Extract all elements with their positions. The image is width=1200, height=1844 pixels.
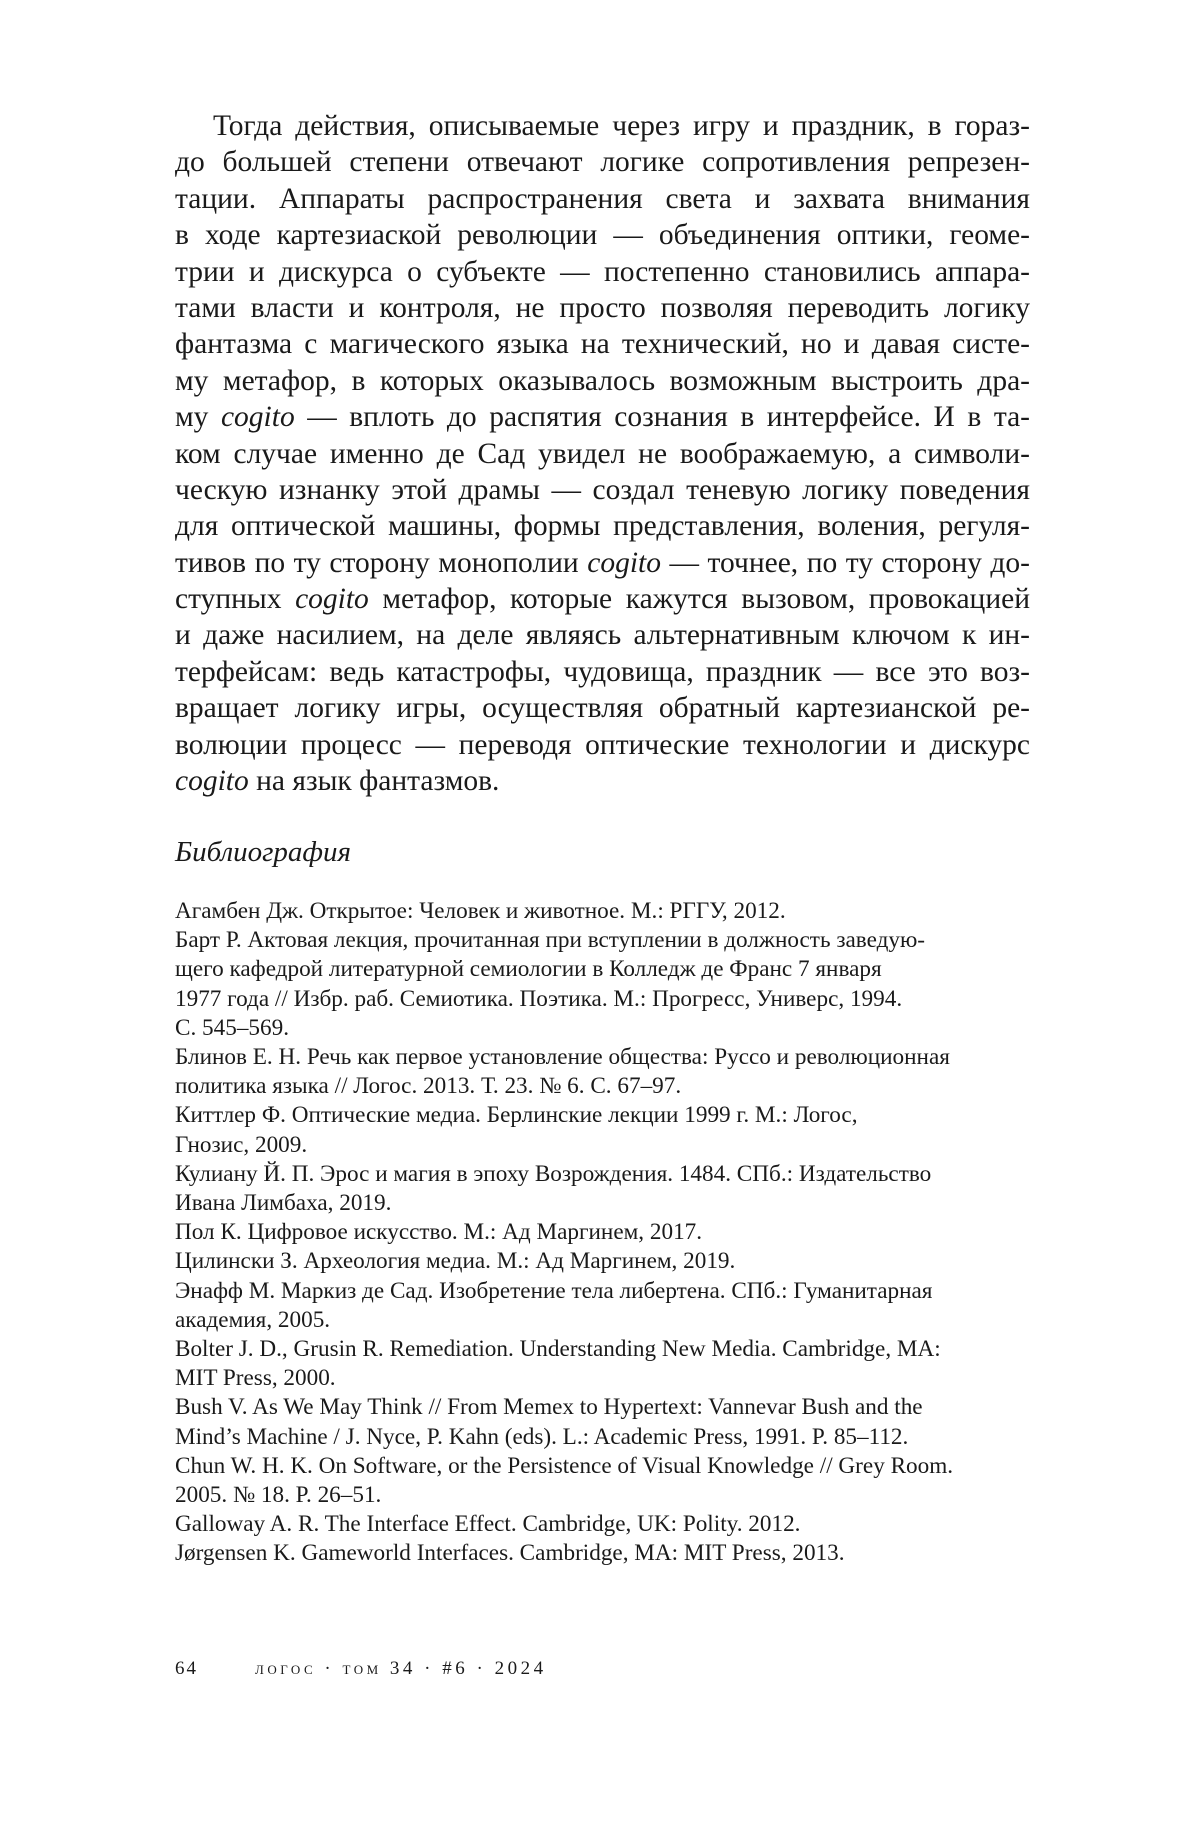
italic-term: cogito [295,583,369,616]
text-run: для оптической машины, формы представления, воления, регуля- [175,510,1030,543]
bibliography-entry-line: Пол К. Цифровое искусство. М.: Ад Маргинем, 2017. [175,1219,703,1246]
text-run: му [175,401,221,434]
paragraph-line [175,254,1030,290]
bibliography-entry-line: Агамбен Дж. Открытое: Человек и животное. М.: РГГУ, 2012. [175,898,786,924]
bibliography-entry-line: щего кафедрой литературной семиологии в Колледж де Франс 7 января [175,956,882,983]
bibliography-entry [175,1247,1005,1276]
paragraph-line [175,290,1030,326]
journal-running-title: логос · том 34 · #6 · 2024 [255,1658,547,1679]
bibliography-entry-line: Киттлер Ф. Оптические медиа. Берлинские лекции 1999 г. М.: Логос, [175,1102,858,1129]
bibliography-entry-line: Энафф М. Маркиз де Сад. Изобретение тела либертена. СПб.: Гуманитарная [175,1277,933,1304]
bibliography-entry [175,1218,1005,1247]
text-run: вращает логику игры, осуществляя обратный картезианской ре- [175,692,1030,725]
paragraph-line [175,727,1030,763]
paragraph-line [175,326,1030,362]
bibliography-entry-line: Цилински З. Археология медиа. М.: Ад Маргинем, 2019. [175,1248,736,1275]
paragraph-line [175,144,1030,180]
bibliography-entry [175,1160,1005,1218]
text-run: ступных [175,583,296,616]
italic-term: cogito [175,765,249,798]
bibliography-entry [175,1277,1005,1335]
bibliography-entry [175,1510,1005,1539]
text-run: тами власти и контроля, не просто позволяя переводить логику [175,291,1030,324]
text-run: тации. Аппараты распространения света и захвата внимания [175,182,1030,215]
text-run: — вплоть до распятия сознания в интерфейсе. И в та- [294,401,1030,434]
bibliography-heading: Библиография [175,836,351,868]
bibliography-entry-line: академия, 2005. [175,1306,331,1333]
paragraph-line [175,508,1030,544]
bibliography-entry-line: Кулиану Й. П. Эрос и магия в эпоху Возрождения. 1484. СПб.: Издательство [175,1160,932,1187]
bibliography-entry-line: Блинов Е. Н. Речь как первое установление общества: Руссо и революционная [175,1044,950,1071]
text-run: тивов по ту сторону монополии [175,546,588,579]
text-run: в ходе картезиаской революции — объединения оптики, геоме- [175,219,1030,252]
bibliography-entry-line: Galloway A. R. The Interface Effect. Cambridge, UK: Polity. 2012. [175,1511,801,1538]
paragraph-line [175,545,1030,581]
text-run: трии и дискурса о субъекте — постепенно становились аппара- [175,255,1030,288]
bibliography-entry-line: Bush V. As We May Think // From Memex to Hypertext: Vannevar Bush and the [175,1394,923,1421]
text-run: ческую изнанку этой драмы — создал теневую логику поведения [175,473,1030,506]
bibliography-entry [175,1335,1005,1393]
paragraph-line [175,581,1030,617]
text-run: и даже насилием, на деле являясь альтернативным ключом к ин- [175,619,1030,652]
paragraph-line [175,399,1030,435]
text-run: му метафор, в которых оказывалось возможным выстроить дра- [175,364,1030,397]
paragraph-line [175,763,1030,799]
page-number: 64 [175,1658,198,1679]
text-run: фантазма с магического языка на технический, но и давая систе- [175,328,1030,361]
bibliography-entry-line: С. 545–569. [175,1014,290,1041]
bibliography-entry-line: политика языка // Логос. 2013. Т. 23. № 6. С. 67–97. [175,1073,682,1100]
bibliography-entry [175,926,1005,1043]
bibliography-entry [175,1452,1005,1510]
paragraph-line [175,108,1030,144]
text-run: до большей степени отвечают логике сопротивления репрезен- [175,146,1030,179]
bibliography-entry-line: Bolter J. D., Grusin R. Remediation. Understanding New Media. Cambridge, MA: [175,1336,941,1363]
paragraph-line [175,436,1030,472]
bibliography-entry-line: Mind’s Machine / J. Nyce, P. Kahn (eds). L.: Academic Press, 1991. P. 85–112. [175,1423,909,1450]
text-run: — точнее, по ту сторону до- [660,546,1030,579]
bibliography-entry-line: Jørgensen K. Gameworld Interfaces. Cambridge, MA: MIT Press, 2013. [175,1540,845,1567]
bibliography-entry-line: Chun W. H. K. On Software, or the Persistence of Visual Knowledge // Grey Room. [175,1452,954,1479]
bibliography-entry-line: MIT Press, 2000. [175,1365,336,1392]
bibliography-entry [175,1393,1005,1451]
text-run: ком случае именно де Сад увидел не воображаемую, а символи- [175,437,1030,470]
bibliography-entry-line: 2005. № 18. P. 26–51. [175,1482,382,1509]
bibliography-entry-line: Барт Р. Актовая лекция, прочитанная при вступлении в должность заведую- [175,927,926,954]
italic-term: cogito [587,546,661,579]
bibliography-entry [175,897,1005,926]
paragraph-line [175,654,1030,690]
bibliography-entry [175,1101,1005,1159]
body-paragraph [175,108,1030,799]
bibliography-entry-line: 1977 года // Избр. раб. Семиотика. Поэтика. М.: Прогресс, Универс, 1994. [175,985,903,1012]
paragraph-line [175,181,1030,217]
bibliography-entry [175,1539,1005,1568]
bibliography-entry [175,1043,1005,1101]
italic-term: cogito [220,401,295,434]
bibliography-list [175,897,1005,1569]
paragraph-line [175,690,1030,726]
paragraph-line [175,617,1030,653]
paragraph-line [175,217,1030,253]
text-run: метафор, которые кажутся вызовом, провокацией [368,583,1030,616]
page-footer [175,1657,547,1681]
text-run: Тогда действия, описываемые через игру и праздник, в горaз- [213,110,1030,142]
bibliography-entry-line: Ивана Лимбаха, 2019. [175,1190,392,1217]
text-run: на язык фантазмов. [248,765,500,798]
text-run: волюции процесс — переводя оптические технологии и дискурс [175,728,1030,761]
paragraph-line [175,472,1030,508]
text-run: терфейсам: ведь катастрофы, чудовища, праздник — все это воз- [175,655,1030,688]
paragraph-line [175,363,1030,399]
bibliography-entry-line: Гнозис, 2009. [175,1131,308,1158]
